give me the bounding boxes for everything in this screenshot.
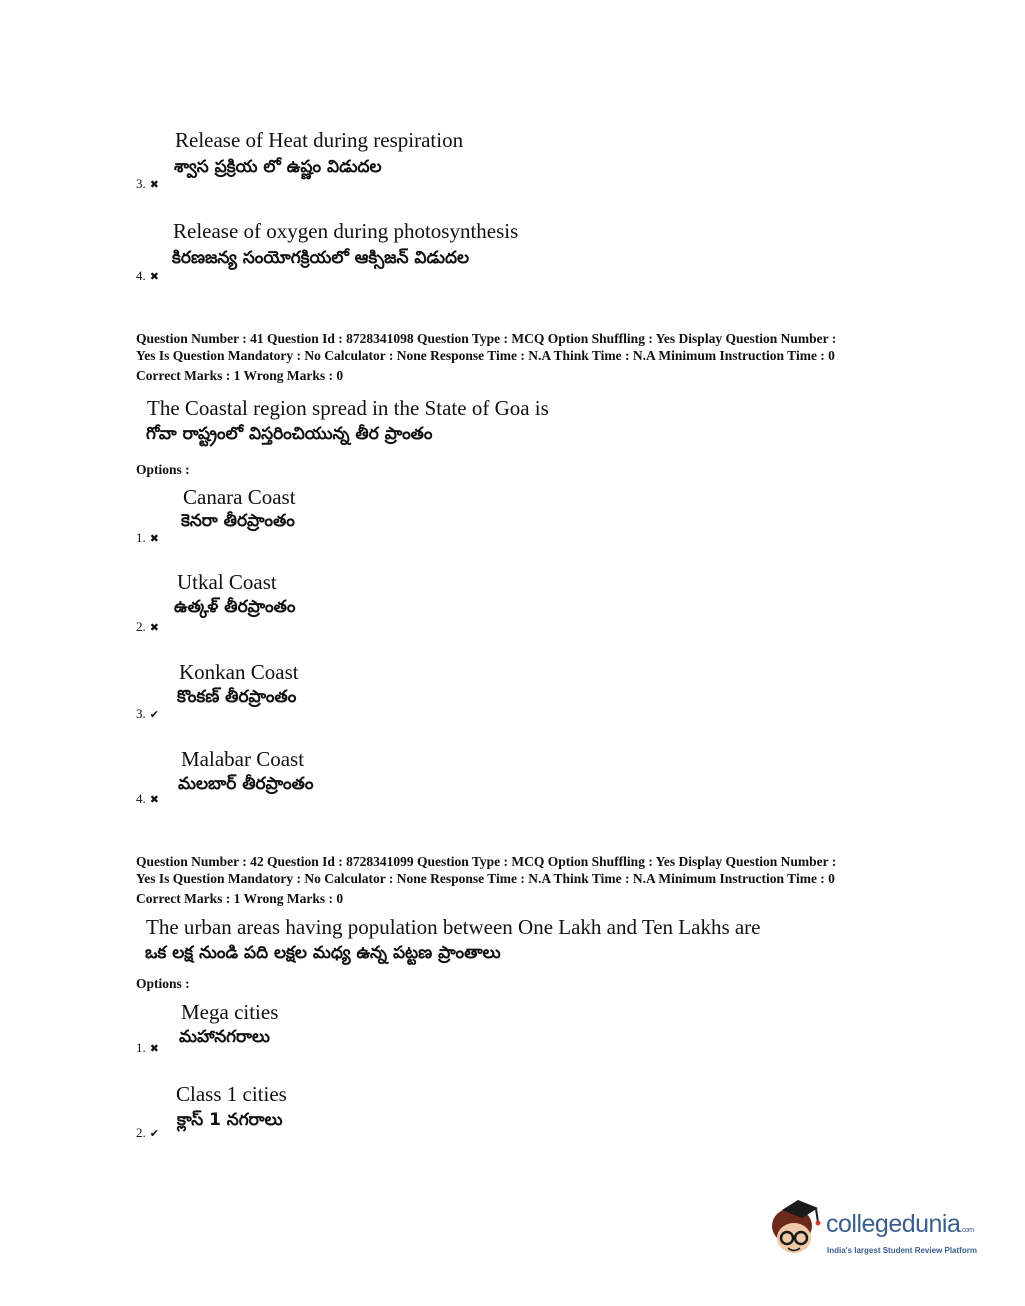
option-text-te: కెనరా తీరప్రాంతం bbox=[181, 511, 295, 531]
cross-icon: ✖ bbox=[149, 1042, 159, 1055]
option-text-en: Malabar Coast bbox=[181, 747, 305, 771]
option-text-te: కొంకణ్ తీరప్రాంతం bbox=[177, 687, 297, 707]
cross-icon: ✖ bbox=[149, 178, 159, 191]
question-42-meta: Question Number : 42 Question Id : 8728341099 Question Type : MCQ Option Shuffling : Yes Display Question Number : Yes Is Question Mandatory : No Calculator : None Response Time : N.A Think Time : N.A Minimum Instruction Time : 0 Correct Marks : 1 Wrong Marks : 0 bbox=[136, 854, 837, 906]
cross-icon: ✖ bbox=[149, 270, 159, 283]
option-text-en: Konkan Coast bbox=[179, 660, 299, 684]
option-number: 2. bbox=[136, 1125, 146, 1140]
option-number: 1. bbox=[136, 1040, 146, 1055]
option-text-en: Class 1 cities bbox=[176, 1082, 287, 1106]
logo-suffix: .com bbox=[960, 1227, 974, 1234]
option-number: 2. bbox=[136, 619, 146, 634]
cross-icon: ✖ bbox=[149, 793, 159, 806]
question-42-text-en: The urban areas having population between One Lakh and Ten Lakhs are bbox=[146, 915, 761, 939]
option-number: 4. bbox=[136, 268, 146, 283]
options-label: Options : bbox=[136, 462, 190, 477]
option-text-te: కిరణజన్య సంయోగక్రియలో ఆక్సిజన్ విడుదల bbox=[172, 248, 470, 268]
question-41-text-en: The Coastal region spread in the State of Goa is bbox=[147, 396, 549, 420]
option-text-en: Release of oxygen during photosynthesis bbox=[173, 219, 519, 243]
option-number: 1. bbox=[136, 530, 146, 545]
question-41-meta: Question Number : 41 Question Id : 8728341098 Question Type : MCQ Option Shuffling : Yes Display Question Number : Yes Is Question Mandatory : No Calculator : None Response Time : N.A Think Time : N.A Minimum Instruction Time : 0 Correct Marks : 1 Wrong Marks : 0 bbox=[136, 331, 837, 383]
option-text-te: శ్వాస ప్రక్రియ లో ఉష్ణం విడుదల bbox=[174, 157, 382, 177]
collegedunia-logo bbox=[768, 1196, 998, 1268]
option-text-en: Mega cities bbox=[181, 1000, 279, 1024]
check-icon: ✔ bbox=[149, 1127, 159, 1140]
option-text-te: మహానగరాలు bbox=[179, 1027, 270, 1047]
question-42-text-te: ఒక లక్ష నుండి పది లక్షల మధ్య ఉన్న పట్టణ ప్రాంతాలు bbox=[145, 943, 501, 963]
question-41-text-te: గోవా రాష్ట్రంలో విస్తరించియున్న తీర ప్రాంతం bbox=[146, 424, 433, 444]
cross-icon: ✖ bbox=[149, 532, 159, 545]
option-text-te: క్లాస్ 1 నగరాలు bbox=[177, 1110, 283, 1130]
option-text-te: మలబార్ తీరప్రాంతం bbox=[178, 774, 314, 794]
option-text-en: Utkal Coast bbox=[177, 570, 277, 594]
check-icon: ✔ bbox=[149, 708, 159, 721]
mascot-icon bbox=[768, 1196, 826, 1268]
option-number: 4. bbox=[136, 791, 146, 806]
logo-tagline: India's largest Student Review Platform bbox=[827, 1246, 977, 1255]
option-text-en: Canara Coast bbox=[183, 485, 296, 509]
logo-name: collegedunia bbox=[826, 1210, 961, 1238]
option-text-te: ఉత్కళ్ తీరప్రాంతం bbox=[174, 597, 296, 617]
option-number: 3. bbox=[136, 176, 146, 191]
cross-icon: ✖ bbox=[149, 621, 159, 634]
options-label: Options : bbox=[136, 976, 190, 991]
option-number: 3. bbox=[136, 706, 146, 721]
option-text-en: Release of Heat during respiration bbox=[175, 128, 464, 152]
